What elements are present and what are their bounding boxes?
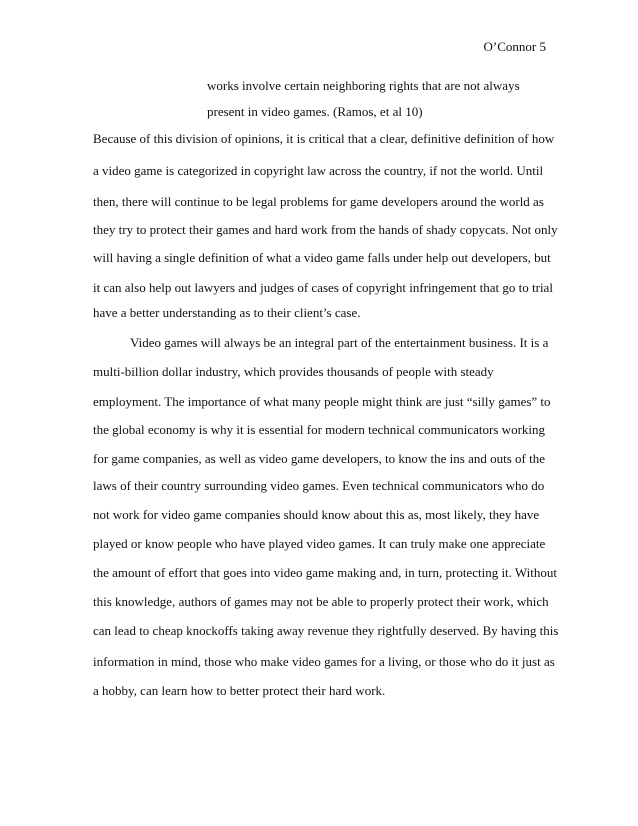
text-line: Because of this division of opinions, it is critical that a clear, definitive definition of how <box>93 131 555 146</box>
block-quote-line: works involve certain neighboring rights that are not always <box>207 78 520 93</box>
text-line: for game companies, as well as video game developers, to know the ins and outs of the <box>93 451 545 466</box>
text-line: employment. The importance of what many people might think are just “silly games” to <box>93 394 551 409</box>
text-line: information in mind, those who make video games for a living, or those who do it just as <box>93 654 555 669</box>
text-line: this knowledge, authors of games may not be able to properly protect their work, which <box>93 594 549 609</box>
text-line: it can also help out lawyers and judges of cases of copyright infringement that go to trial <box>93 280 553 295</box>
text-line: not work for video game companies should know about this as, most likely, they have <box>93 507 540 522</box>
text-line: have a better understanding as to their client’s case. <box>93 305 361 320</box>
text-line: played or know people who have played video games. It can truly make one appreciate <box>93 536 546 551</box>
text-line: they try to protect their games and hard work from the hands of shady copycats. Not only <box>93 222 558 237</box>
page-number-header: O’Connor 5 <box>483 39 546 54</box>
text-line: multi-billion dollar industry, which provides thousands of people with steady <box>93 364 494 379</box>
text-line: the global economy is why it is essential for modern technical communicators working <box>93 422 546 437</box>
block-quote-line: present in video games. (Ramos, et al 10) <box>207 104 423 119</box>
text-line: then, there will continue to be legal problems for game developers around the world as <box>93 194 544 209</box>
text-line: will having a single definition of what a video game falls under help out developers, but <box>93 250 551 265</box>
text-line: laws of their country surrounding video games. Even technical communicators who do <box>93 478 545 493</box>
text-line: a video game is categorized in copyright law across the country, if not the world. Until <box>93 163 544 178</box>
text-line: Video games will always be an integral part of the entertainment business. It is a <box>130 335 549 350</box>
text-line: can lead to cheap knockoffs taking away revenue they rightfully deserved. By having this <box>93 623 559 638</box>
text-line: the amount of effort that goes into video game making and, in turn, protecting it. Without <box>93 565 558 580</box>
text-line: a hobby, can learn how to better protect their hard work. <box>93 683 386 698</box>
